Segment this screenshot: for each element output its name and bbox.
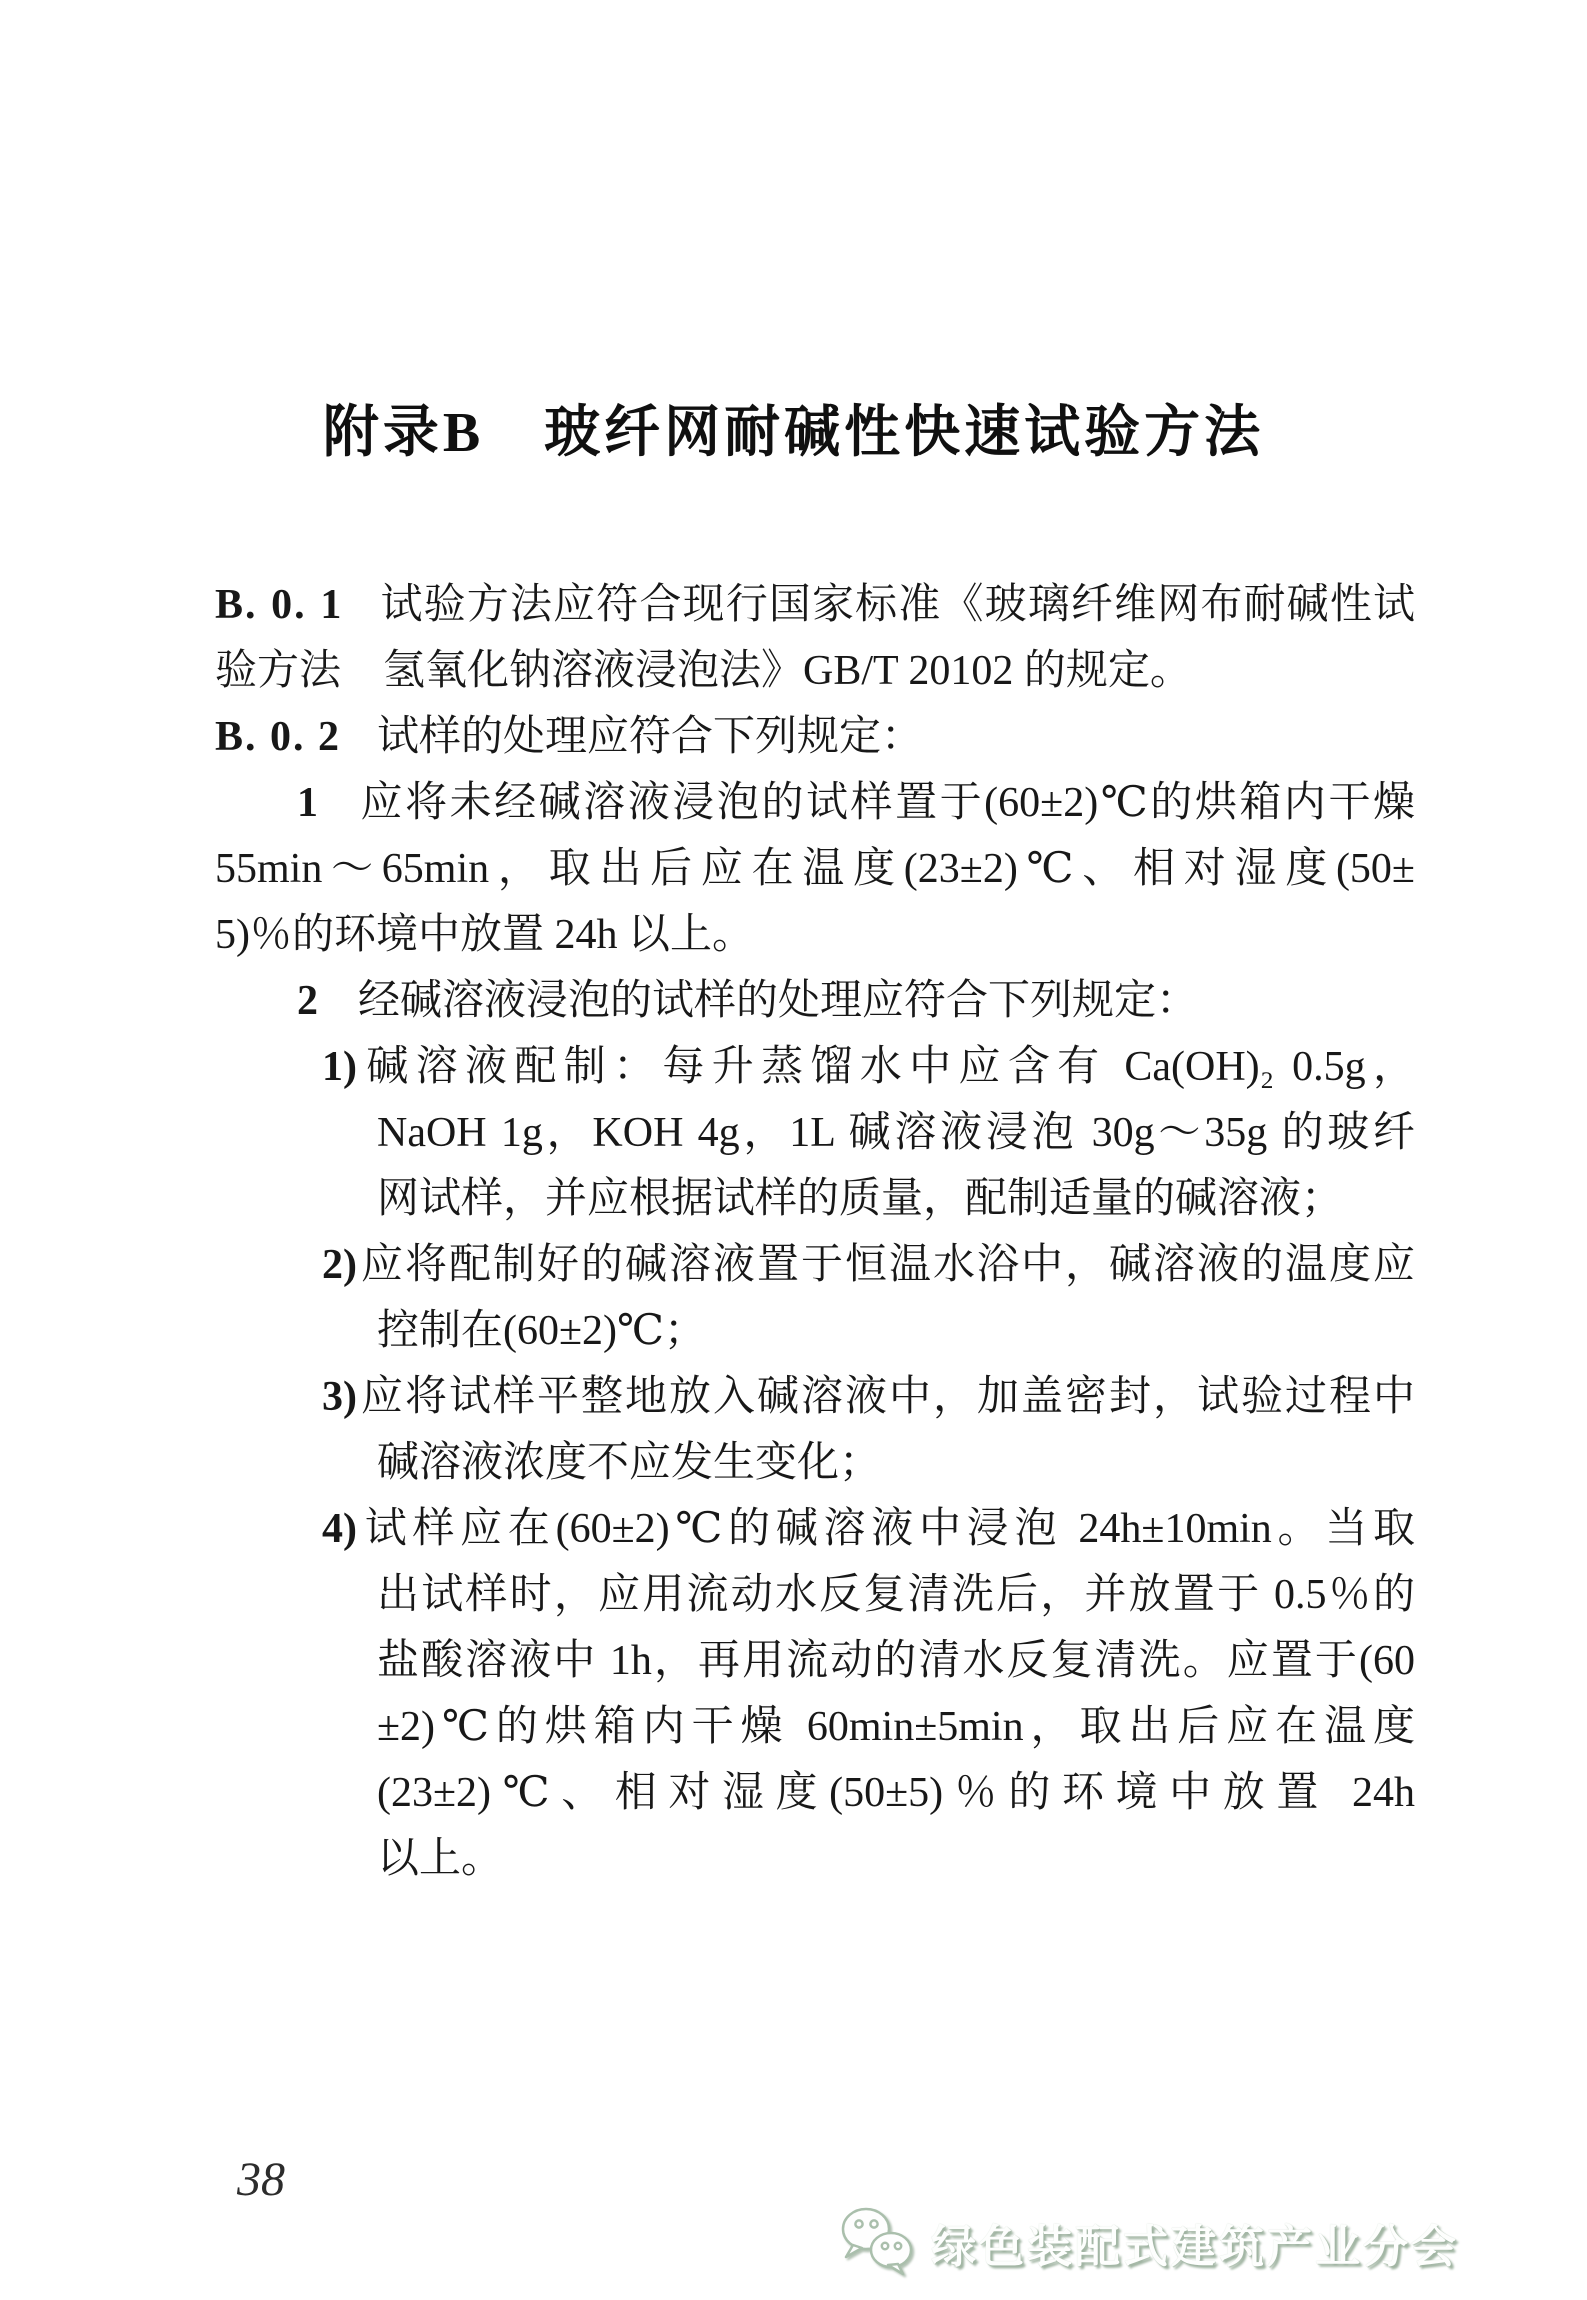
doc-line-text: 碱溶液配制：每升蒸馏水中应含有 Ca(OH)₂ 0.5g， — [359, 1044, 1415, 1090]
doc-line-text: 试验方法应符合现行国家标准《玻璃纤维网布耐碱性试 — [379, 582, 1415, 628]
doc-line-text: (23±2)℃、相对湿度(50±5)％的环境中放置 24h — [377, 1770, 1415, 1816]
doc-line-text: 5)％的环境中放置 24h 以上。 — [215, 912, 754, 958]
footer-brand-text: 绿色装配式建筑产业分会 — [930, 2221, 1459, 2272]
doc-line — [215, 1628, 1415, 1694]
wechat-icon — [837, 2204, 917, 2281]
doc-line-text: 经碱溶液浸泡的试样的处理应符合下列规定： — [358, 978, 1199, 1024]
doc-line — [215, 1232, 1415, 1298]
doc-line — [215, 572, 1415, 638]
doc-line-text: 碱溶液浓度不应发生变化； — [377, 1440, 882, 1486]
footer-brand — [837, 2204, 1459, 2281]
doc-line — [215, 1100, 1415, 1166]
clause-label: 1) — [322, 1044, 357, 1090]
appendix-title: 附录B 玻纤网耐碱性快速试验方法 — [322, 402, 1265, 464]
doc-line-text: 盐酸溶液中 1h，再用流动的清水反复清洗。应置于(60 — [377, 1638, 1415, 1684]
doc-line — [215, 1298, 1415, 1364]
page-number: 38 — [237, 2153, 285, 2206]
doc-line — [215, 704, 1415, 770]
document-lines — [215, 572, 1415, 1892]
doc-line-text: 应将未经碱溶液浸泡的试样置于(60±2)℃的烘箱内干燥 — [358, 780, 1415, 826]
clause-label: B. 0. 1 — [215, 582, 344, 628]
doc-line-text: 网试样，并应根据试样的质量，配制适量的碱溶液； — [377, 1176, 1344, 1222]
clause-label: 2 — [297, 978, 318, 1024]
doc-line — [215, 968, 1415, 1034]
doc-line — [215, 1430, 1415, 1496]
doc-line — [215, 1760, 1415, 1826]
clause-label: 4) — [322, 1506, 357, 1552]
doc-line-text: 应将试样平整地放入碱溶液中，加盖密封，试验过程中 — [359, 1374, 1415, 1420]
doc-line-text: 验方法 氢氧化钠溶液浸泡法》GB/T 20102 的规定。 — [215, 648, 1192, 694]
clause-label: 2) — [322, 1242, 357, 1288]
doc-line — [215, 638, 1415, 704]
doc-line — [215, 1826, 1415, 1892]
doc-line — [215, 770, 1415, 836]
doc-line-text: 55min～65min，取出后应在温度(23±2)℃、相对湿度(50± — [215, 846, 1415, 892]
doc-line — [215, 1694, 1415, 1760]
doc-line-text: 以上。 — [377, 1836, 504, 1882]
doc-line-text: 控制在(60±2)℃； — [377, 1308, 707, 1354]
clause-label: 1 — [297, 780, 318, 826]
doc-line — [215, 1364, 1415, 1430]
doc-line-text: 试样应在(60±2)℃的碱溶液中浸泡 24h±10min。当取 — [359, 1506, 1415, 1552]
doc-line — [215, 1034, 1415, 1100]
doc-line-text: 试样的处理应符合下列规定： — [377, 714, 924, 760]
doc-line-text: NaOH 1g，KOH 4g，1L 碱溶液浸泡 30g～35g 的玻纤 — [377, 1110, 1415, 1156]
doc-line — [215, 1166, 1415, 1232]
doc-line-text: 出试样时，应用流动水反复清洗后，并放置于 0.5％的 — [377, 1572, 1415, 1618]
doc-line — [215, 1562, 1415, 1628]
clause-label: 3) — [322, 1374, 357, 1420]
doc-line — [215, 836, 1415, 902]
doc-line-text: 应将配制好的碱溶液置于恒温水浴中，碱溶液的温度应 — [359, 1242, 1415, 1288]
doc-line — [215, 1496, 1415, 1562]
doc-line — [215, 902, 1415, 968]
doc-line-text: ±2)℃的烘箱内干燥 60min±5min，取出后应在温度 — [377, 1704, 1415, 1750]
clause-label: B. 0. 2 — [215, 714, 342, 760]
